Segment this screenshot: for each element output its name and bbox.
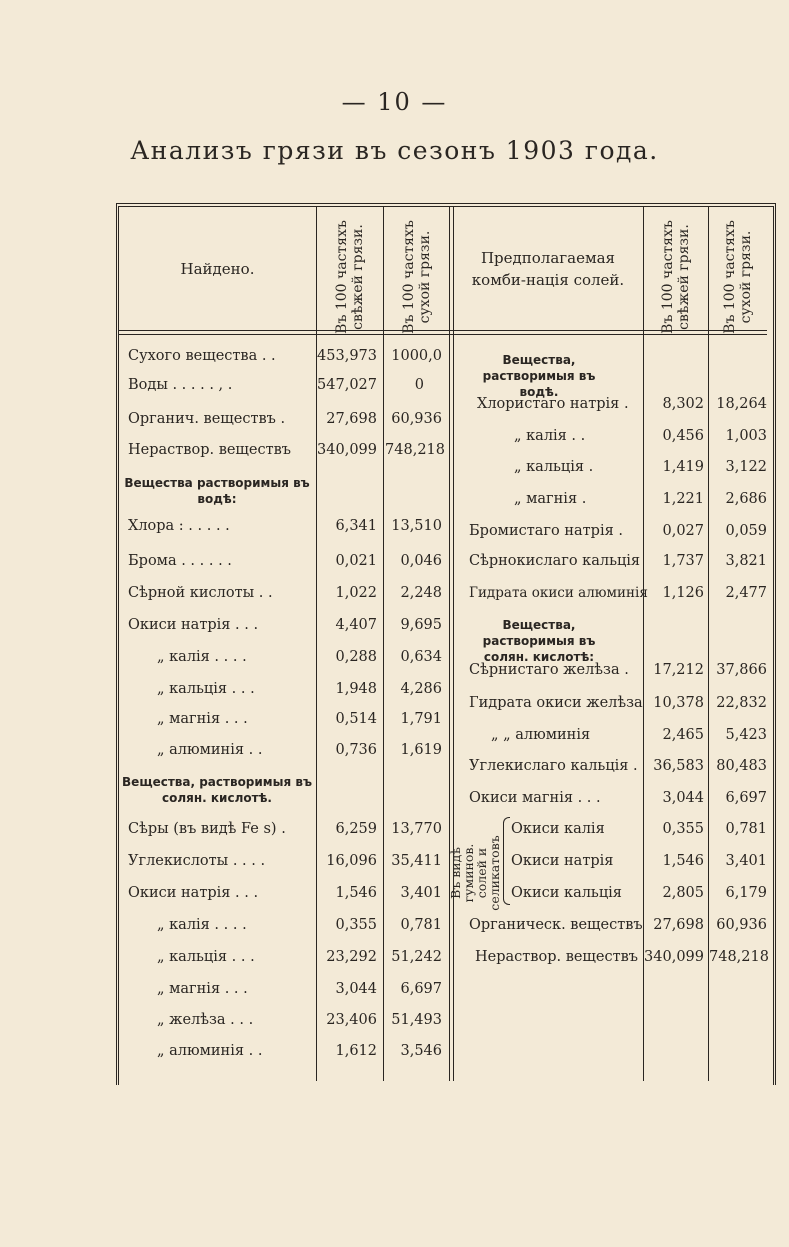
left-label: „ магнія . . . (157, 711, 248, 727)
left-fresh: 23,292 (326, 949, 377, 965)
left-dry: 35,411 (391, 853, 442, 869)
header-fresh-right-line1: Въ 100 частяхъ (660, 220, 676, 334)
right-label: Сѣрнистаго желѣза . (469, 662, 629, 678)
right-label: Окиси магнія . . . (469, 790, 601, 806)
right-label: „ калія . . (514, 428, 586, 444)
right-dry: 0,781 (725, 821, 767, 837)
left-fresh: 0,021 (335, 553, 377, 569)
right-fresh: 3,044 (662, 790, 704, 806)
left-label: Углекислоты . . . . (128, 853, 266, 869)
left-label: Нераствор. веществъ (128, 442, 292, 458)
left-fresh: 1,612 (335, 1043, 377, 1059)
left-dry: 6,697 (400, 981, 442, 997)
left-dry: 3,401 (400, 885, 442, 901)
left-label: Сѣрной кислоты . . (128, 585, 273, 601)
right-fresh: 340,099 (644, 949, 704, 965)
right-fresh: 2,805 (662, 885, 704, 901)
left-dry: 0 (414, 377, 424, 393)
right-dry: 18,264 (716, 396, 767, 412)
header-fresh-line1: Въ 100 частяхъ (334, 220, 350, 334)
right-dry: 80,483 (716, 758, 767, 774)
page-number: — 10 — (341, 88, 448, 116)
right-fresh: 1,737 (662, 553, 704, 569)
left-fresh: 0,736 (335, 742, 377, 758)
right-dry: 6,179 (725, 885, 767, 901)
left-dry: 51,242 (391, 949, 442, 965)
right-dry: 22,832 (716, 695, 767, 711)
right-label: Хлористаго натрія . (477, 396, 629, 412)
left-dry: 3,546 (400, 1043, 442, 1059)
left-fresh: 4,407 (335, 617, 377, 633)
right-label: Органическ. веществъ (469, 917, 643, 933)
left-dry: 0,781 (400, 917, 442, 933)
left-dry: 2,248 (400, 585, 442, 601)
left-label: „ калія . . . . (157, 649, 247, 665)
left-label: Окиси натрія . . . (128, 617, 259, 633)
header-combination: Предполагаемая комби-нація солей. (471, 248, 625, 289)
left-label: „ желѣза . . . (157, 1012, 254, 1028)
right-fresh: 17,212 (653, 662, 704, 678)
right-dry: 2,477 (725, 585, 767, 601)
left-fresh: 6,341 (335, 518, 377, 534)
left-label: Хлора : . . . . . (128, 518, 230, 534)
right-label: „ кальція . (514, 459, 594, 475)
right-fresh: 1,221 (662, 491, 704, 507)
right-dry: 6,697 (725, 790, 767, 806)
right-fresh: 1,546 (662, 853, 704, 869)
right-fresh: 0,456 (662, 428, 704, 444)
right-dry: 37,866 (716, 662, 767, 678)
left-section-heading: Вещества растворимыя въ водѣ: (124, 476, 310, 506)
right-fresh: 1,419 (662, 459, 704, 475)
right-label: Гидрата окиси желѣза (469, 695, 643, 711)
left-label: „ кальція . . . (157, 681, 255, 697)
right-dry: 3,401 (725, 853, 767, 869)
header-fresh (317, 207, 383, 334)
left-dry: 1,619 (400, 742, 442, 758)
brace-group (448, 813, 513, 911)
left-dry: 1000,0 (391, 348, 442, 364)
left-fresh: 1,022 (335, 585, 377, 601)
header-fresh-right (644, 207, 708, 334)
header-dry-right (709, 207, 767, 334)
left-fresh: 0,355 (335, 917, 377, 933)
header-dry-line1: Въ 100 частяхъ (401, 220, 417, 334)
brace-label: Въ видѣ гуминов. солей и селикатовъ (448, 835, 502, 911)
right-dry: 2,686 (725, 491, 767, 507)
left-dry: 1,791 (400, 711, 442, 727)
right-dry: 60,936 (716, 917, 767, 933)
col-divider (449, 207, 450, 1081)
right-label: Окиси кальція (511, 885, 622, 901)
right-fresh: 0,355 (662, 821, 704, 837)
left-fresh: 16,096 (326, 853, 377, 869)
right-label: Бромистаго натрія . (469, 523, 623, 539)
right-label: Сѣрнокислаго кальція (469, 553, 641, 569)
right-fresh: 0,027 (662, 523, 704, 539)
right-fresh: 2,465 (662, 727, 704, 743)
left-dry: 0,634 (400, 649, 442, 665)
right-label: Гидрата окиси алюминія (469, 585, 648, 601)
header-dry-right-line2: сухой грязи. (738, 230, 754, 324)
right-label: „ „ алюминія (491, 727, 591, 743)
left-label: Сѣры (въ видѣ Fe s) . (128, 821, 286, 837)
left-dry: 0,046 (400, 553, 442, 569)
left-dry: 51,493 (391, 1012, 442, 1028)
header-dry-line2: сухой грязи. (417, 230, 433, 324)
left-dry: 4,286 (400, 681, 442, 697)
left-fresh: 453,973 (317, 348, 377, 364)
right-dry: 3,821 (725, 553, 767, 569)
left-label: Брома . . . . . . (128, 553, 232, 569)
col-divider (453, 207, 454, 1081)
left-fresh: 0,514 (335, 711, 377, 727)
right-label: „ магнія . (514, 491, 587, 507)
left-label: „ алюминія . . (157, 1043, 263, 1059)
curly-brace (503, 817, 510, 905)
left-fresh: 23,406 (326, 1012, 377, 1028)
right-section-heading: Вещества, растворимыя въ солян. кислотѣ: (482, 618, 596, 664)
left-dry: 13,510 (391, 518, 442, 534)
left-fresh: 27,698 (326, 411, 377, 427)
right-section-heading: Вещества, растворимыя въ водѣ. (482, 353, 596, 399)
left-fresh: 1,948 (335, 681, 377, 697)
right-label: Окиси натрія (511, 853, 614, 869)
left-label: Сухого вещества . . (128, 348, 276, 364)
left-fresh: 340,099 (317, 442, 377, 458)
header-found: Найдено. (180, 259, 255, 278)
left-fresh: 6,259 (335, 821, 377, 837)
header-dry (384, 207, 449, 334)
page-title: Анализъ грязи въ сезонъ 1903 года. (130, 136, 659, 165)
right-dry: 0,059 (725, 523, 767, 539)
left-label: „ магнія . . . (157, 981, 248, 997)
left-dry: 60,936 (391, 411, 442, 427)
right-label: Нераствор. веществъ (475, 949, 639, 965)
right-fresh: 8,302 (662, 396, 704, 412)
left-label: Органич. веществъ . (128, 411, 286, 427)
right-fresh: 36,583 (653, 758, 704, 774)
left-label: Окиси натрія . . . (128, 885, 259, 901)
analysis-table (116, 203, 776, 1085)
left-section-heading: Вещества, растворимыя въ солян. кислотѣ. (122, 775, 312, 805)
left-label: „ кальція . . . (157, 949, 255, 965)
right-fresh: 1,126 (662, 585, 704, 601)
right-dry: 3,122 (725, 459, 767, 475)
right-label: Окиси калія (511, 821, 605, 837)
left-dry: 748,218 (385, 442, 445, 458)
right-label: Углекислаго кальція . (469, 758, 638, 774)
header-fresh-line2: свѣжей грязи. (350, 224, 366, 330)
left-dry: 9,695 (400, 617, 442, 633)
left-fresh: 3,044 (335, 981, 377, 997)
right-fresh: 10,378 (653, 695, 704, 711)
left-label: Воды . . . . . , . (128, 377, 233, 393)
left-label: „ алюминія . . (157, 742, 263, 758)
header-dry-right-line1: Въ 100 частяхъ (722, 220, 738, 334)
right-dry: 5,423 (725, 727, 767, 743)
right-dry: 748,218 (709, 949, 769, 965)
right-dry: 1,003 (725, 428, 767, 444)
right-fresh: 27,698 (653, 917, 704, 933)
left-label: „ калія . . . . (157, 917, 247, 933)
header-fresh-right-line2: свѣжей грязи. (676, 224, 692, 330)
left-fresh: 1,546 (335, 885, 377, 901)
left-fresh: 547,027 (317, 377, 377, 393)
left-dry: 13,770 (391, 821, 442, 837)
left-fresh: 0,288 (335, 649, 377, 665)
